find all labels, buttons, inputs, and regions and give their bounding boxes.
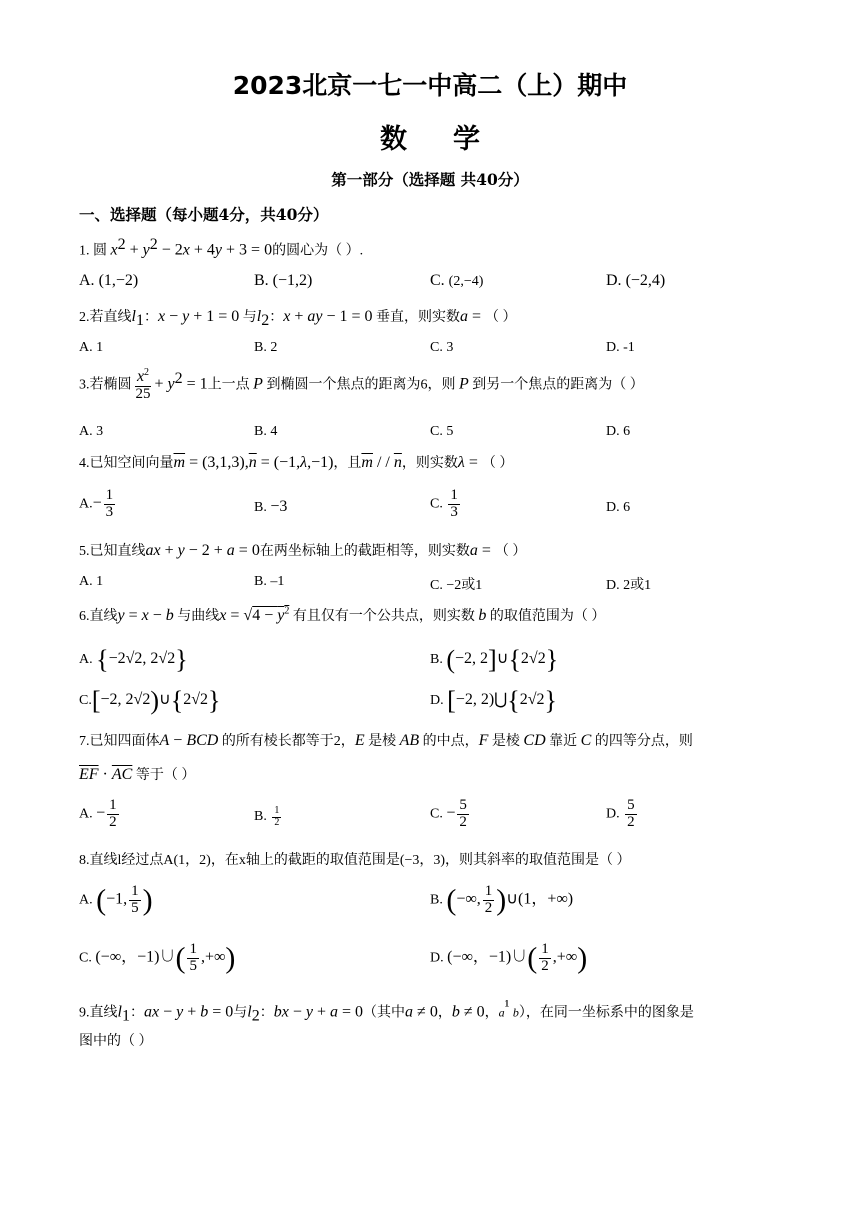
question-7-line-2: $\overline{EF} \cdot \overline{AC}$ 等于（ ） [79,766,196,783]
q8-option-b: B. (−∞, $\frac{1}{2}$ )∪(1，+∞) [430,883,574,917]
q3-option-c: C. 5 [430,424,454,439]
question-4: 4.已知空间向量$\overline{m} = (3,1,3),\overline{n} = (-1,\lambda,-1)$，且$\overline{m}$ / / $\overline{n}$，则实数λ = （ ） [79,454,514,471]
q1-option-d: D. (−2,4) [606,272,666,289]
question-9: 9.直线$l_1$：ax − y + b = 0与$l_2$：bx − y + a = 0（其中a ≠ 0，b ≠ 0，$a^{^1}$ b），在同一坐标系中的图象是 [79,998,694,1025]
q4-option-d: D. 6 [606,500,631,515]
q5-option-d: D. 2或1 [606,578,652,593]
q5-option-a: A. 1 [79,574,104,589]
q4-option-b: B. −3 [254,498,288,515]
question-6: 6.直线y = x − b 与曲线$x = √4 - y^2$ 有且仅有一个公共点，则实数 b 的取值范围为（ ） [79,605,606,624]
question-2: 2.若直线$l_1$：x − y + 1 = 0 与$l_2$：x + ay − 1 = 0 垂直，则实数a = （ ） [79,308,517,329]
q2-option-b: B. 2 [254,340,278,355]
q3-option-a: A. 3 [79,424,104,439]
q5-option-c: C. −2或1 [430,578,483,593]
q7-option-a: A. − $\frac{1}{2}$ [79,797,117,830]
q4-option-a: A.− $\frac{1}{3}$ [79,487,114,520]
q6-option-a: A. {−2√2, 2√2} [79,645,188,674]
q6-option-d: D. [−2, 2)⋃{2√2} [430,686,558,715]
q7-option-d: D. $\frac{5}{2}$ [606,797,635,830]
question-8: 8.直线l经过点A(1，2)，在x轴上的截距的取值范围是(−3，3)，则其斜率的取值范围是（ ） [79,853,631,868]
q6-option-c: C.[−2, 2√2)∪{2√2} [79,686,221,715]
q2-option-a: A. 1 [79,340,104,355]
q8-option-a: A. (−1, $\frac{1}{5}$ ) [79,883,153,917]
q2-option-c: C. 3 [430,340,454,355]
q7-option-c: C. − $\frac{5}{2}$ [430,797,467,830]
question-1: 1. 圆 $x^2 + y^2 - 2x + 4y + 3 = 0$的圆心为（ ）. [79,236,364,259]
q1-option-a: A. (1,−2) [79,272,139,289]
q4-option-c: C. $\frac{1}{3}$ [430,487,458,520]
q7-option-b: B. $\frac{1}{2}$ [254,805,280,828]
q8-option-c: C. (−∞，−1)∪( $\frac{1}{5}$ ,+∞) [79,941,236,975]
question-3: 3.若椭圆 $\frac{x^2}{25}$ + $y^2 = 1$上一点 P 到椭圆一个焦点的距离为6，则 P 到另一个焦点的距离为（ ） [79,367,644,402]
q3-option-b: B. 4 [254,424,278,439]
part-heading: 第一部分（选择题 共40分） [331,170,529,189]
q6-option-b: B. (−2, 2]∪{2√2} [430,645,559,674]
q5-option-b: B. –1 [254,574,285,589]
q1-option-c: C. (2,−4) [430,272,484,289]
question-5: 5.已知直线ax + y − 2 + a = 0在两坐标轴上的截距相等，则实数a = （ ） [79,542,527,559]
q2-option-d: D. -1 [606,340,635,355]
q3-option-d: D. 6 [606,424,631,439]
q8-option-d: D. (−∞，−1)∪( $\frac{1}{2}$ ,+∞) [430,941,588,975]
question-7: 7.已知四面体A − BCD 的所有棱长都等于2，E 是棱 AB 的中点，F 是棱 CD 靠近 C 的四等分点，则 [79,732,693,749]
section-heading: 一、选择题（每小题4分，共40分） [79,205,329,224]
q1-option-b: B. (−1,2) [254,272,313,289]
question-9-line-2: 图中的（ ） [79,1034,153,1049]
exam-title: 2023北京一七一中高二（上）期中 [232,71,628,100]
subject-title: 数学 [380,124,526,155]
